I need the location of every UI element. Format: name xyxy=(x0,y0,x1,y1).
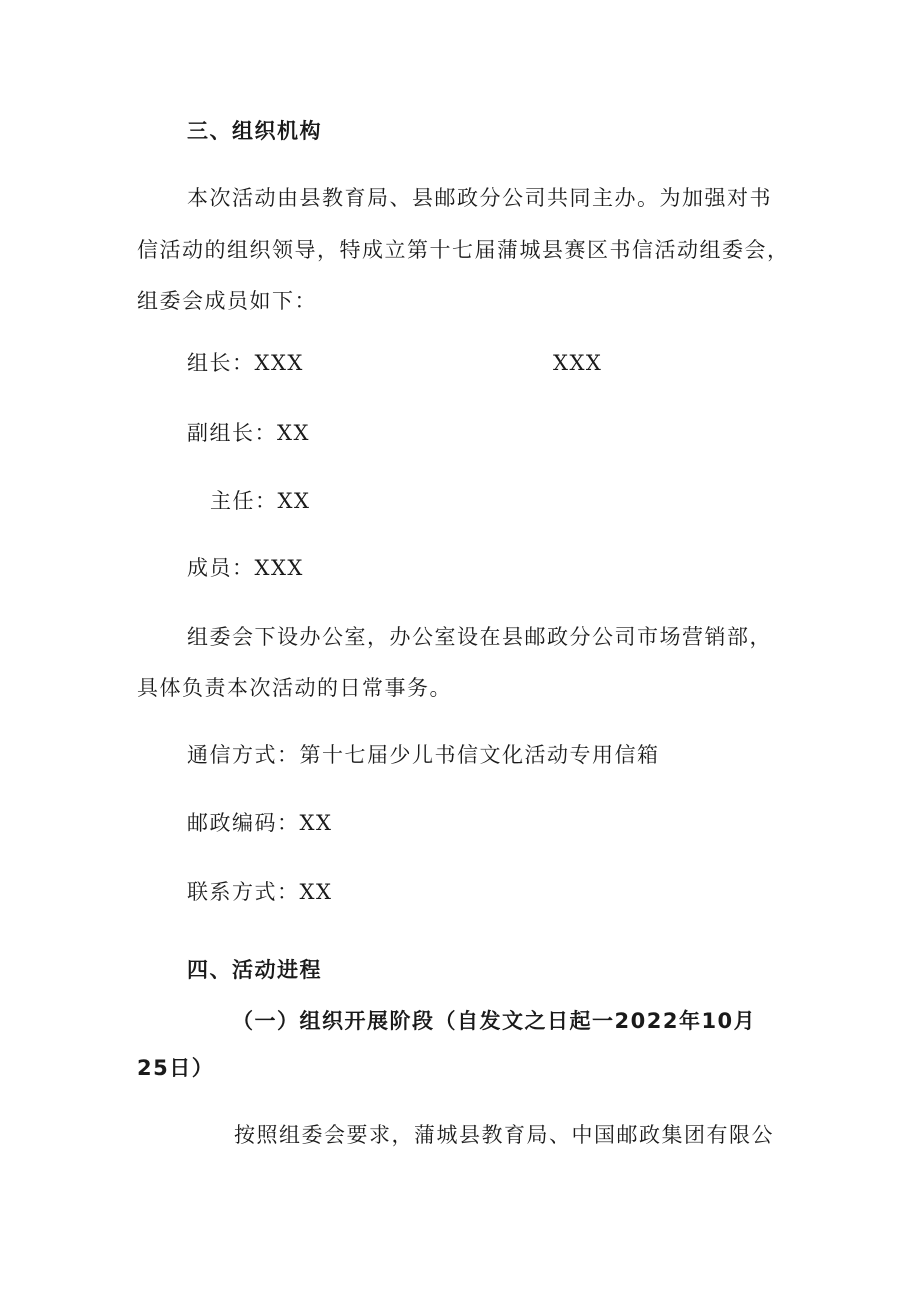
contact-address: 通信方式：第十七届少儿书信文化活动专用信箱 xyxy=(187,743,660,767)
phase-heading-continuation: 25日） xyxy=(137,1056,215,1080)
paragraph-line: 具体负责本次活动的日常事务。 xyxy=(137,676,452,700)
postal-code: 邮政编码：XX xyxy=(187,811,333,835)
committee-members: 成员：XXX xyxy=(187,556,304,580)
contact-method: 联系方式：XX xyxy=(187,880,333,904)
section-heading-process: 四、活动进程 xyxy=(187,958,322,982)
committee-leader: 组长：XXX xyxy=(187,351,304,375)
committee-director: 主任：XX xyxy=(210,489,311,513)
paragraph-line: 组委会成员如下： xyxy=(137,289,317,313)
paragraph-line: 按照组委会要求，蒲城县教育局、中国邮政集团有限公 xyxy=(234,1123,774,1147)
paragraph-line: 组委会下设办公室，办公室设在县邮政分公司市场营销部， xyxy=(187,625,772,649)
committee-leader-second: XXX xyxy=(553,351,603,375)
section-heading-organization: 三、组织机构 xyxy=(187,119,322,143)
phase-heading: （一）组织开展阶段（自发文之日起一2022年10月 xyxy=(232,1009,757,1033)
paragraph-line: 本次活动由县教育局、县邮政分公司共同主办。为加强对书 xyxy=(187,186,772,210)
committee-deputy-leader: 副组长：XX xyxy=(187,421,310,445)
paragraph-line: 信活动的组织领导，特成立第十七届蒲城县赛区书信活动组委会， xyxy=(137,238,790,262)
